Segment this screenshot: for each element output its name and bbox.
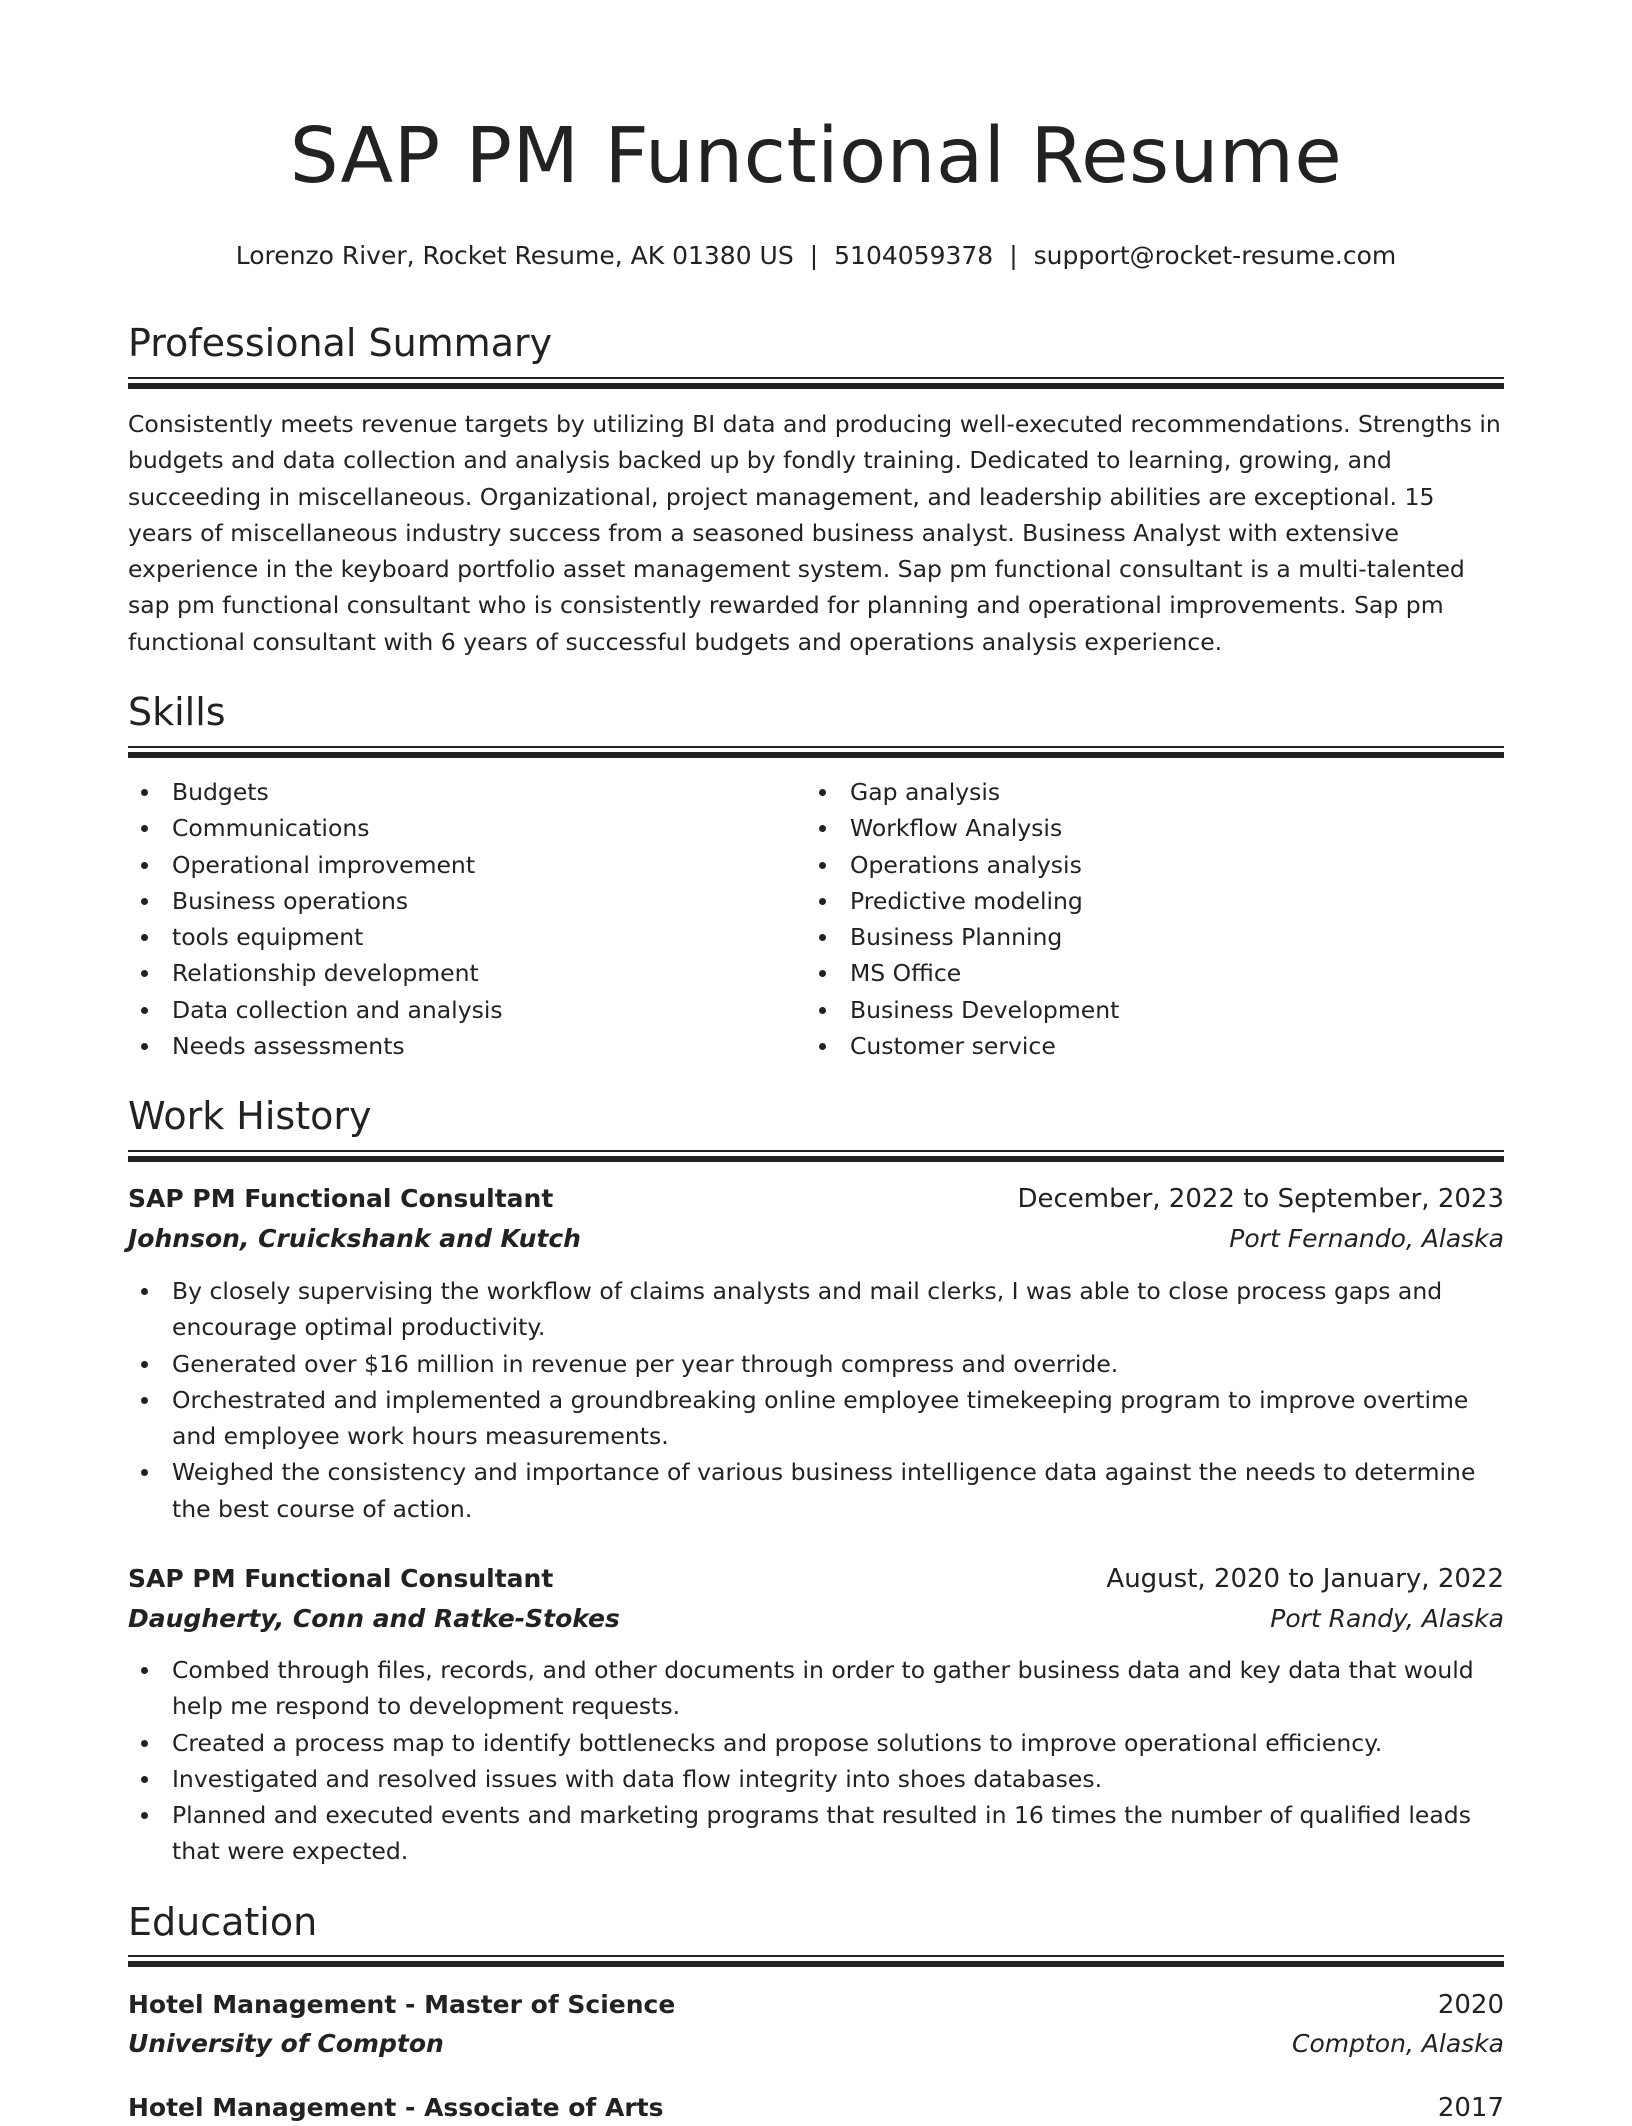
contact-email[interactable]: support@rocket-resume.com	[1033, 241, 1397, 270]
job-title: SAP PM Functional Consultant	[128, 1564, 554, 1593]
job-bullet-list	[128, 1652, 1504, 1870]
education-heading: Education	[128, 1900, 318, 1944]
education-year: 2017	[1437, 2093, 1504, 2123]
job-title: SAP PM Functional Consultant	[128, 1184, 554, 1213]
job-subheader	[128, 1601, 1504, 1637]
skill-item: Customer service	[806, 1028, 1466, 1064]
job-location: Port Randy, Alaska	[1270, 1604, 1504, 1633]
job-company: Daugherty, Conn and Ratke-Stokes	[128, 1604, 620, 1633]
job-bullet: Created a process map to identify bottlenecks and propose solutions to improve operational efficiency.	[128, 1725, 1504, 1761]
skill-item: Communications	[128, 810, 788, 846]
skills-heading: Skills	[128, 690, 226, 734]
skill-item: Business Planning	[806, 919, 1466, 955]
skill-item: tools equipment	[128, 919, 788, 955]
contact-phone: 5104059378	[834, 241, 994, 270]
education-header	[128, 1987, 1504, 2023]
skill-item: Business Development	[806, 992, 1466, 1028]
work-history-heading: Work History	[128, 1094, 372, 1138]
education-header	[128, 2090, 1504, 2126]
job-company: Johnson, Cruickshank and Kutch	[128, 1224, 581, 1253]
skill-item: Operations analysis	[806, 847, 1466, 883]
education-degree: Hotel Management - Master of Science	[128, 1990, 676, 2019]
education-subheader	[128, 2026, 1504, 2062]
skill-item: Gap analysis	[806, 774, 1466, 810]
skills-list-right	[806, 774, 1466, 1064]
job-bullet: Orchestrated and implemented a groundbreaking online employee timekeeping program to improve overtime and employee work hours measurements.	[128, 1382, 1504, 1455]
summary-text: Consistently meets revenue targets by utilizing BI data and producing well-executed recommendations. Strengths in budgets and data collection and analysis backed up by fondly training. Dedicated to learning, growing, and succeeding in miscellaneous. Organizational, project management, and leadership abilities are exceptional. 15 years of miscellaneous industry success from a seasoned business analyst. Business Analyst with extensive experience in the keyboard portfolio asset management system. Sap pm functional consultant is a multi-talented sap pm functional consultant who is consistently rewarded for planning and operational improvements. Sap pm functional consultant with 6 years of successful budgets and operations analysis experience.	[128, 410, 1501, 656]
job-header	[128, 1561, 1504, 1597]
skill-item: Needs assessments	[128, 1028, 788, 1064]
contact-line	[128, 240, 1504, 272]
education-divider	[128, 1955, 1504, 1967]
job-bullet: Combed through files, records, and other documents in order to gather business data and key data that would help me respond to development requests.	[128, 1652, 1504, 1725]
skill-item: Operational improvement	[128, 847, 788, 883]
contact-separator: |	[809, 241, 819, 270]
job-header	[128, 1181, 1504, 1217]
education-year: 2020	[1437, 1990, 1504, 2020]
skills-divider	[128, 746, 1504, 758]
job-dates: August, 2020 to January, 2022	[1106, 1564, 1504, 1594]
skill-item: MS Office	[806, 955, 1466, 991]
education-school: University of Compton	[128, 2029, 444, 2058]
job-bullet: Weighed the consistency and importance of various business intelligence data against the needs to determine the best course of action.	[128, 1454, 1504, 1527]
skill-item: Budgets	[128, 774, 788, 810]
job-bullet-list	[128, 1273, 1504, 1527]
job-bullet: Investigated and resolved issues with data flow integrity into shoes databases.	[128, 1761, 1504, 1797]
skill-item: Business operations	[128, 883, 788, 919]
education-degree: Hotel Management - Associate of Arts	[128, 2093, 664, 2122]
skills-list-left	[128, 774, 788, 1064]
skill-item: Relationship development	[128, 955, 788, 991]
skill-item: Predictive modeling	[806, 883, 1466, 919]
work-history-divider	[128, 1150, 1504, 1162]
job-location: Port Fernando, Alaska	[1229, 1224, 1504, 1253]
summary-divider	[128, 377, 1504, 389]
job-bullet: Planned and executed events and marketing programs that resulted in 16 times the number of qualified leads that were expected.	[128, 1797, 1504, 1870]
summary-heading: Professional Summary	[128, 321, 553, 365]
resume-title: SAP PM Functional Resume	[289, 112, 1343, 201]
contact-separator: |	[1009, 241, 1018, 270]
job-dates: December, 2022 to September, 2023	[1017, 1184, 1504, 1214]
skill-item: Workflow Analysis	[806, 810, 1466, 846]
job-bullet: Generated over $16 million in revenue per year through compress and override.	[128, 1346, 1504, 1382]
job-bullet: By closely supervising the workflow of claims analysts and mail clerks, I was able to close process gaps and encourage optimal productivity.	[128, 1273, 1504, 1346]
education-location: Compton, Alaska	[1292, 2029, 1504, 2058]
job-subheader	[128, 1221, 1504, 1257]
contact-address: Lorenzo River, Rocket Resume, AK 01380 US	[235, 241, 794, 270]
skill-item: Data collection and analysis	[128, 992, 788, 1028]
